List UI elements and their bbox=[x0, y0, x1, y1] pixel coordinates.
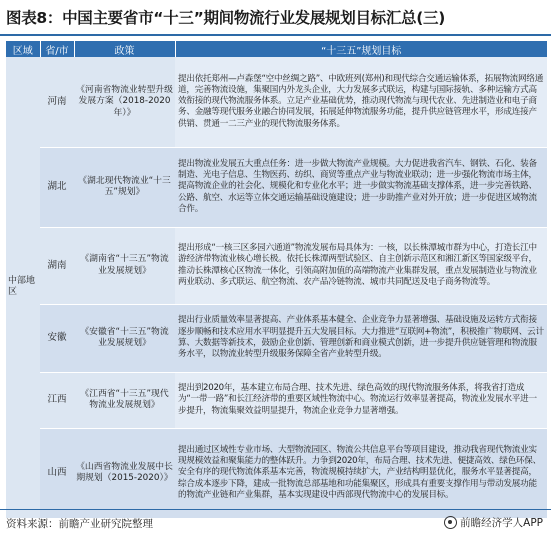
target-cell: 提出行业质量效率显著提高、产业体系基本健全、企业竞争力显著增强、基础设施及运转方式衔接逐步顺畅和技术应用水平明显提升五大发展目标。大力推进“互联网+物流”，积极推广物联网、云计算、大数据等新技术，鼓励企业创新、管理创新和商业模式创新，进一步提升供应链管理和物流服务水平，以物流业转型升级服务保障全省产业转型升级。 bbox=[175, 304, 547, 372]
policy-cell: 《湖南省“十三五”物流业发展规划》 bbox=[74, 227, 175, 304]
header-policy: 政策 bbox=[74, 41, 175, 57]
target-cell: 提出物流业发展五大重点任务：进一步做大物流产业规模。大力促进我省汽车、钢铁、石化、装备制造、光电子信息、生物医药、纺织、商贸等重点产业与物流业联动；进一步强化物流市场主体，提高物流企业的社会化、规模化和专业化水平；进一步做实物流基础支撑体系，进一步完善铁路、公路、航空、水运等立体交通运输基础设施建设；进一步助推产业对外开放；进一步促进区域物流合作。 bbox=[175, 147, 547, 227]
table-row bbox=[6, 227, 547, 304]
province-cell: 江西 bbox=[40, 372, 74, 428]
province-cell: 河南 bbox=[40, 57, 74, 147]
target-cell: 提出形成“一核三区多园六通道”物流发展布局具体为：一核，以长株潭城市群为中心，打造长江中游经济带物流业核心增长极。依托长株潭两型试验区、自主创新示范区和湘江新区等国家级平台，推动长株潭核心区物流一体化，引领高附加值的高端物流产业集群发展，重点发展制造业与物流业两业联动、多式联运、航空物流、农产品冷链物流、城市共同配送及电子商务物流等。 bbox=[175, 227, 547, 304]
planning-table bbox=[6, 41, 547, 519]
province-cell: 安徽 bbox=[40, 304, 74, 372]
policy-cell: 《安徽省“十三五”物流业发展规划》 bbox=[74, 304, 175, 372]
target-cell: 提出依托郑州—卢森堡“空中丝绸之路”、中欧班列(郑州)和现代综合交通运输体系，拓展物流网络通道，完善物流设施，集聚国内外龙头企业，大力发展多式联运，构建与国际接轨、多种运输方式高效衔接的现代物流服务体系。立足产业基础优势，推动现代物流与现代农业、先进制造业和电子商务、金融等现代服务业融合协同发展，拓展延伸物流服务功能，提升供应链管理水平，形成连接产供销、贯通一二三产业的现代物流服务体系。 bbox=[175, 57, 547, 147]
page-title: 图表8：中国主要省市“十三”期间物流行业发展规划目标汇总(三) bbox=[6, 9, 446, 27]
policy-cell: 《山西省物流业发展中长期规划（2015-2020）》 bbox=[74, 428, 175, 518]
brand-text: 前瞻经济学人APP bbox=[460, 517, 543, 529]
table-row bbox=[6, 304, 547, 372]
target-cell: 提出到2020年，基本建立布局合理、技术先进、绿色高效的现代物流服务体系，将我省打造成为“一带一路”和长江经济带的重要区域性物流中心。物流运行效率显著提高，物流业发展水平进一步提升，物流集聚效益明显提升，物流企业竞争力显著增强。 bbox=[175, 372, 547, 428]
province-cell: 湖北 bbox=[40, 147, 74, 227]
qianzhan-logo-icon bbox=[444, 516, 457, 529]
province-cell: 山西 bbox=[40, 428, 74, 518]
policy-cell: 《湖北现代物流业“十三五”规划》 bbox=[74, 147, 175, 227]
header-target: “十三五”规划目标 bbox=[175, 41, 547, 57]
table-header-row bbox=[6, 41, 547, 57]
table-row bbox=[6, 147, 547, 227]
table-row bbox=[6, 57, 547, 147]
policy-cell: 《江西省“十三五”现代物流业发展规划》 bbox=[74, 372, 175, 428]
target-cell: 提出通过区域性专业市场、大型物流园区、物流公共信息平台等项目建设，推动我省现代物流业实现规模效益和聚集能力的整体跃升。力争到2020年，布局合理、技术先进、便捷高效、绿色环保、安全有序的现代物流体系基本完善，物流规模持续扩大，产业结构明显优化，服务水平显著提高，综合成本逐步下降，建成一批物流总部基地和功能集聚区，形成具有重要支撑作用与带动发展功能的物流产业链和产业集群，基本实现建设中西部现代物流中心的发展目标。 bbox=[175, 428, 547, 518]
policy-cell: 《河南省物流业转型升级发展方案（2018-2020年）》 bbox=[74, 57, 175, 147]
title-divider bbox=[0, 34, 551, 36]
province-cell: 湖南 bbox=[40, 227, 74, 304]
source-note: 资料来源：前瞻产业研究院整理 bbox=[6, 518, 153, 530]
brand-mark bbox=[444, 515, 543, 530]
header-province: 省/市 bbox=[40, 41, 74, 57]
region-cell: 中部地区 bbox=[6, 57, 40, 518]
footer-divider bbox=[0, 509, 551, 510]
table-row bbox=[6, 428, 547, 518]
header-region: 区域 bbox=[6, 41, 40, 57]
table-row bbox=[6, 372, 547, 428]
